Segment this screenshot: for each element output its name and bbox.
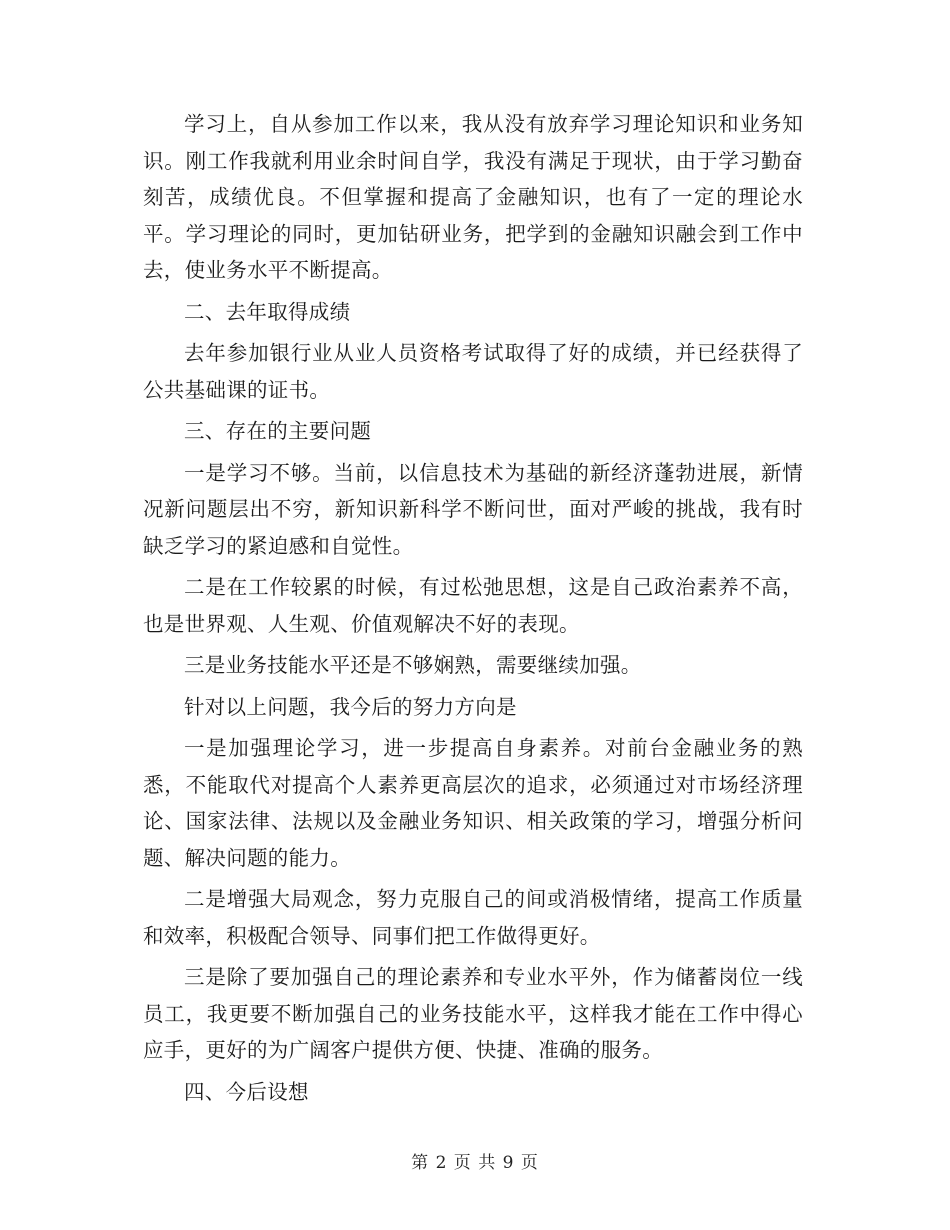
page-number-label: 第 2 页 共 9 页 [411,1153,539,1173]
paragraph-achievements: 去年参加银行业从业人员资格考试取得了好的成绩，并已经获得了公共基础课的证书。 [143,341,803,402]
paragraph-direction-3: 三是除了要加强自己的理论素养和专业水平外，作为储蓄岗位一线员工，我更要不断加强自己的业务技能水平，这样我才能在工作中得心应手，更好的为广阔客户提供方便、快捷、准确的服务。 [143,965,803,1062]
heading-main-problems: 三、存在的主要问题 [184,419,372,443]
paragraph-direction-intro: 针对以上问题，我今后的努力方向是 [184,694,517,719]
paragraph-direction-1: 一是加强理论学习，进一步提高自身素养。对前台金融业务的熟悉，不能取代对提高个人素养更高层次的追求，必须通过对市场经济理论、国家法律、法规以及金融业务知识、相关政策的学习，增强分析问题、解决问题的能力。 [143,736,803,870]
paragraph-direction-2: 二是增强大局观念，努力克服自己的间或消极情绪，提高工作质量和效率，积极配合领导、同事们把工作做得更好。 [143,887,803,948]
paragraph-study: 学习上，自从参加工作以来，我从没有放弃学习理论知识和业务知识。刚工作我就利用业余时间自学，我没有满足于现状，由于学习勤奋刻苦，成绩优良。不但掌握和提高了金融知识，也有了一定的理论水平。学习理论的同时，更加钻研业务，把学到的金融知识融会到工作中去，使业务水平不断提高。 [143,112,803,282]
heading-future-plans: 四、今后设想 [184,1079,309,1104]
document-body [143,106,803,1115]
page-footer [0,1148,950,1173]
paragraph-problem-2: 二是在工作较累的时候，有过松弛思想，这是自己政治素养不高，也是世界观、人生观、价值观解决不好的表现。 [143,575,803,636]
paragraph-problem-3: 三是业务技能水平还是不够娴熟，需要继续加强。 [184,653,642,677]
paragraph-problem-1: 一是学习不够。当前，以信息技术为基础的新经济蓬勃进展，新情况新问题层出不穷，新知识新科学不断问世，面对严峻的挑战，我有时缺乏学习的紧迫感和自觉性。 [143,460,803,558]
heading-last-year-achievements: 二、去年取得成绩 [184,299,351,324]
